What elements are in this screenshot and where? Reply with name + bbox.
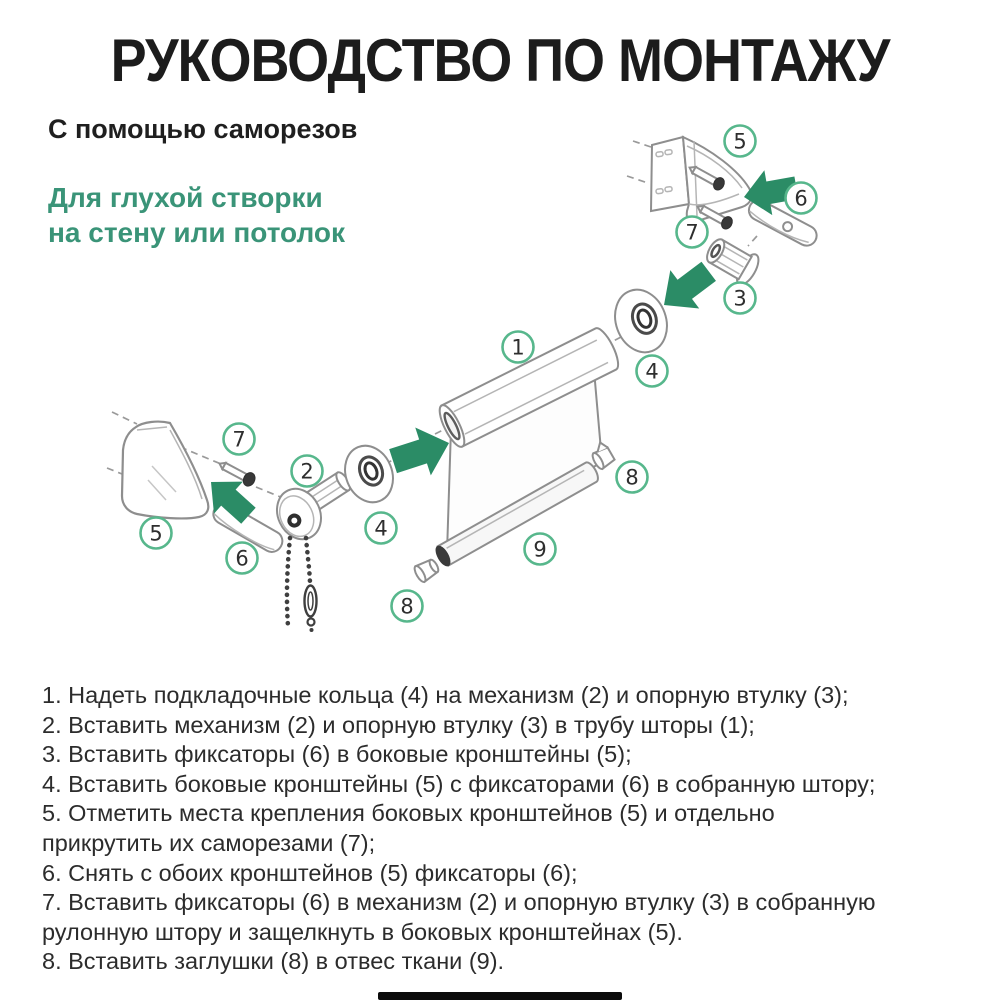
callout-6: [227, 543, 258, 574]
home-indicator-bar: [378, 992, 622, 1000]
instruction-line: 1. Надеть подкладочные кольца (4) на механизм (2) и опорную втулку (3);: [42, 682, 849, 708]
callout-4: [637, 356, 668, 387]
svg-text:6: 6: [794, 186, 808, 211]
target-heading-line1: Для глухой створки: [48, 182, 323, 213]
svg-text:7: 7: [685, 220, 699, 245]
washer-ring-right: [607, 282, 676, 359]
svg-text:4: 4: [645, 359, 659, 384]
instruction-line: 7. Вставить фиксаторы (6) в механизм (2) и опорную втулку (3) в собранную: [42, 889, 876, 916]
callout-5: [725, 126, 756, 157]
page-title: РУКОВОДСТВО ПО МОНТАЖУ: [110, 27, 890, 95]
callout-6: [786, 183, 817, 214]
callout-2: [292, 456, 323, 487]
svg-text:7: 7: [232, 427, 246, 452]
svg-text:2: 2: [300, 459, 314, 484]
callout-4: [366, 513, 397, 544]
svg-text:1: 1: [511, 335, 525, 360]
instruction-line: прикрутить их саморезами (7);: [42, 829, 376, 856]
instruction-line: 6. Снять с обоих кронштейнов (5) фиксаторы (6);: [42, 859, 578, 886]
callout-7: [224, 424, 255, 455]
bead-chain: [287, 538, 317, 632]
instructions-list: [42, 681, 992, 977]
callout-8: [617, 462, 648, 493]
instruction-line: 2. Вставить механизм (2) и опорную втулку (3) в трубу шторы (1);: [42, 711, 755, 738]
svg-text:6: 6: [235, 546, 249, 571]
instruction-line: 8. Вставить заглушки (8) в отвес ткани (9).: [42, 948, 505, 975]
svg-text:9: 9: [533, 537, 547, 562]
end-cap-left: [413, 557, 441, 584]
instruction-line: рулонную штору и защелкнуть в боковых кронштейнах (5).: [42, 918, 683, 945]
callout-5: [141, 518, 172, 549]
callout-9: [525, 534, 556, 565]
instruction-line: 3. Вставить фиксаторы (6) в боковые кронштейны (5);: [42, 741, 632, 768]
instruction-line: 5. Отметить места крепления боковых кронштейнов (5) и отдельно: [42, 800, 775, 827]
svg-text:8: 8: [625, 465, 639, 490]
callout-8: [392, 591, 423, 622]
target-heading-line2: на стену или потолок: [48, 217, 345, 248]
method-heading: С помощью саморезов: [48, 114, 358, 144]
callout-7: [677, 217, 708, 248]
svg-text:8: 8: [400, 594, 414, 619]
callout-3: [725, 283, 756, 314]
svg-text:3: 3: [733, 286, 747, 311]
svg-text:5: 5: [149, 521, 163, 546]
callout-1: [503, 332, 534, 363]
bracket-left: [122, 422, 208, 519]
svg-text:4: 4: [374, 516, 388, 541]
svg-text:5: 5: [733, 129, 747, 154]
instruction-line: 4. Вставить боковые кронштейны (5) с фиксаторами (6) в собранную штору;: [42, 770, 876, 797]
